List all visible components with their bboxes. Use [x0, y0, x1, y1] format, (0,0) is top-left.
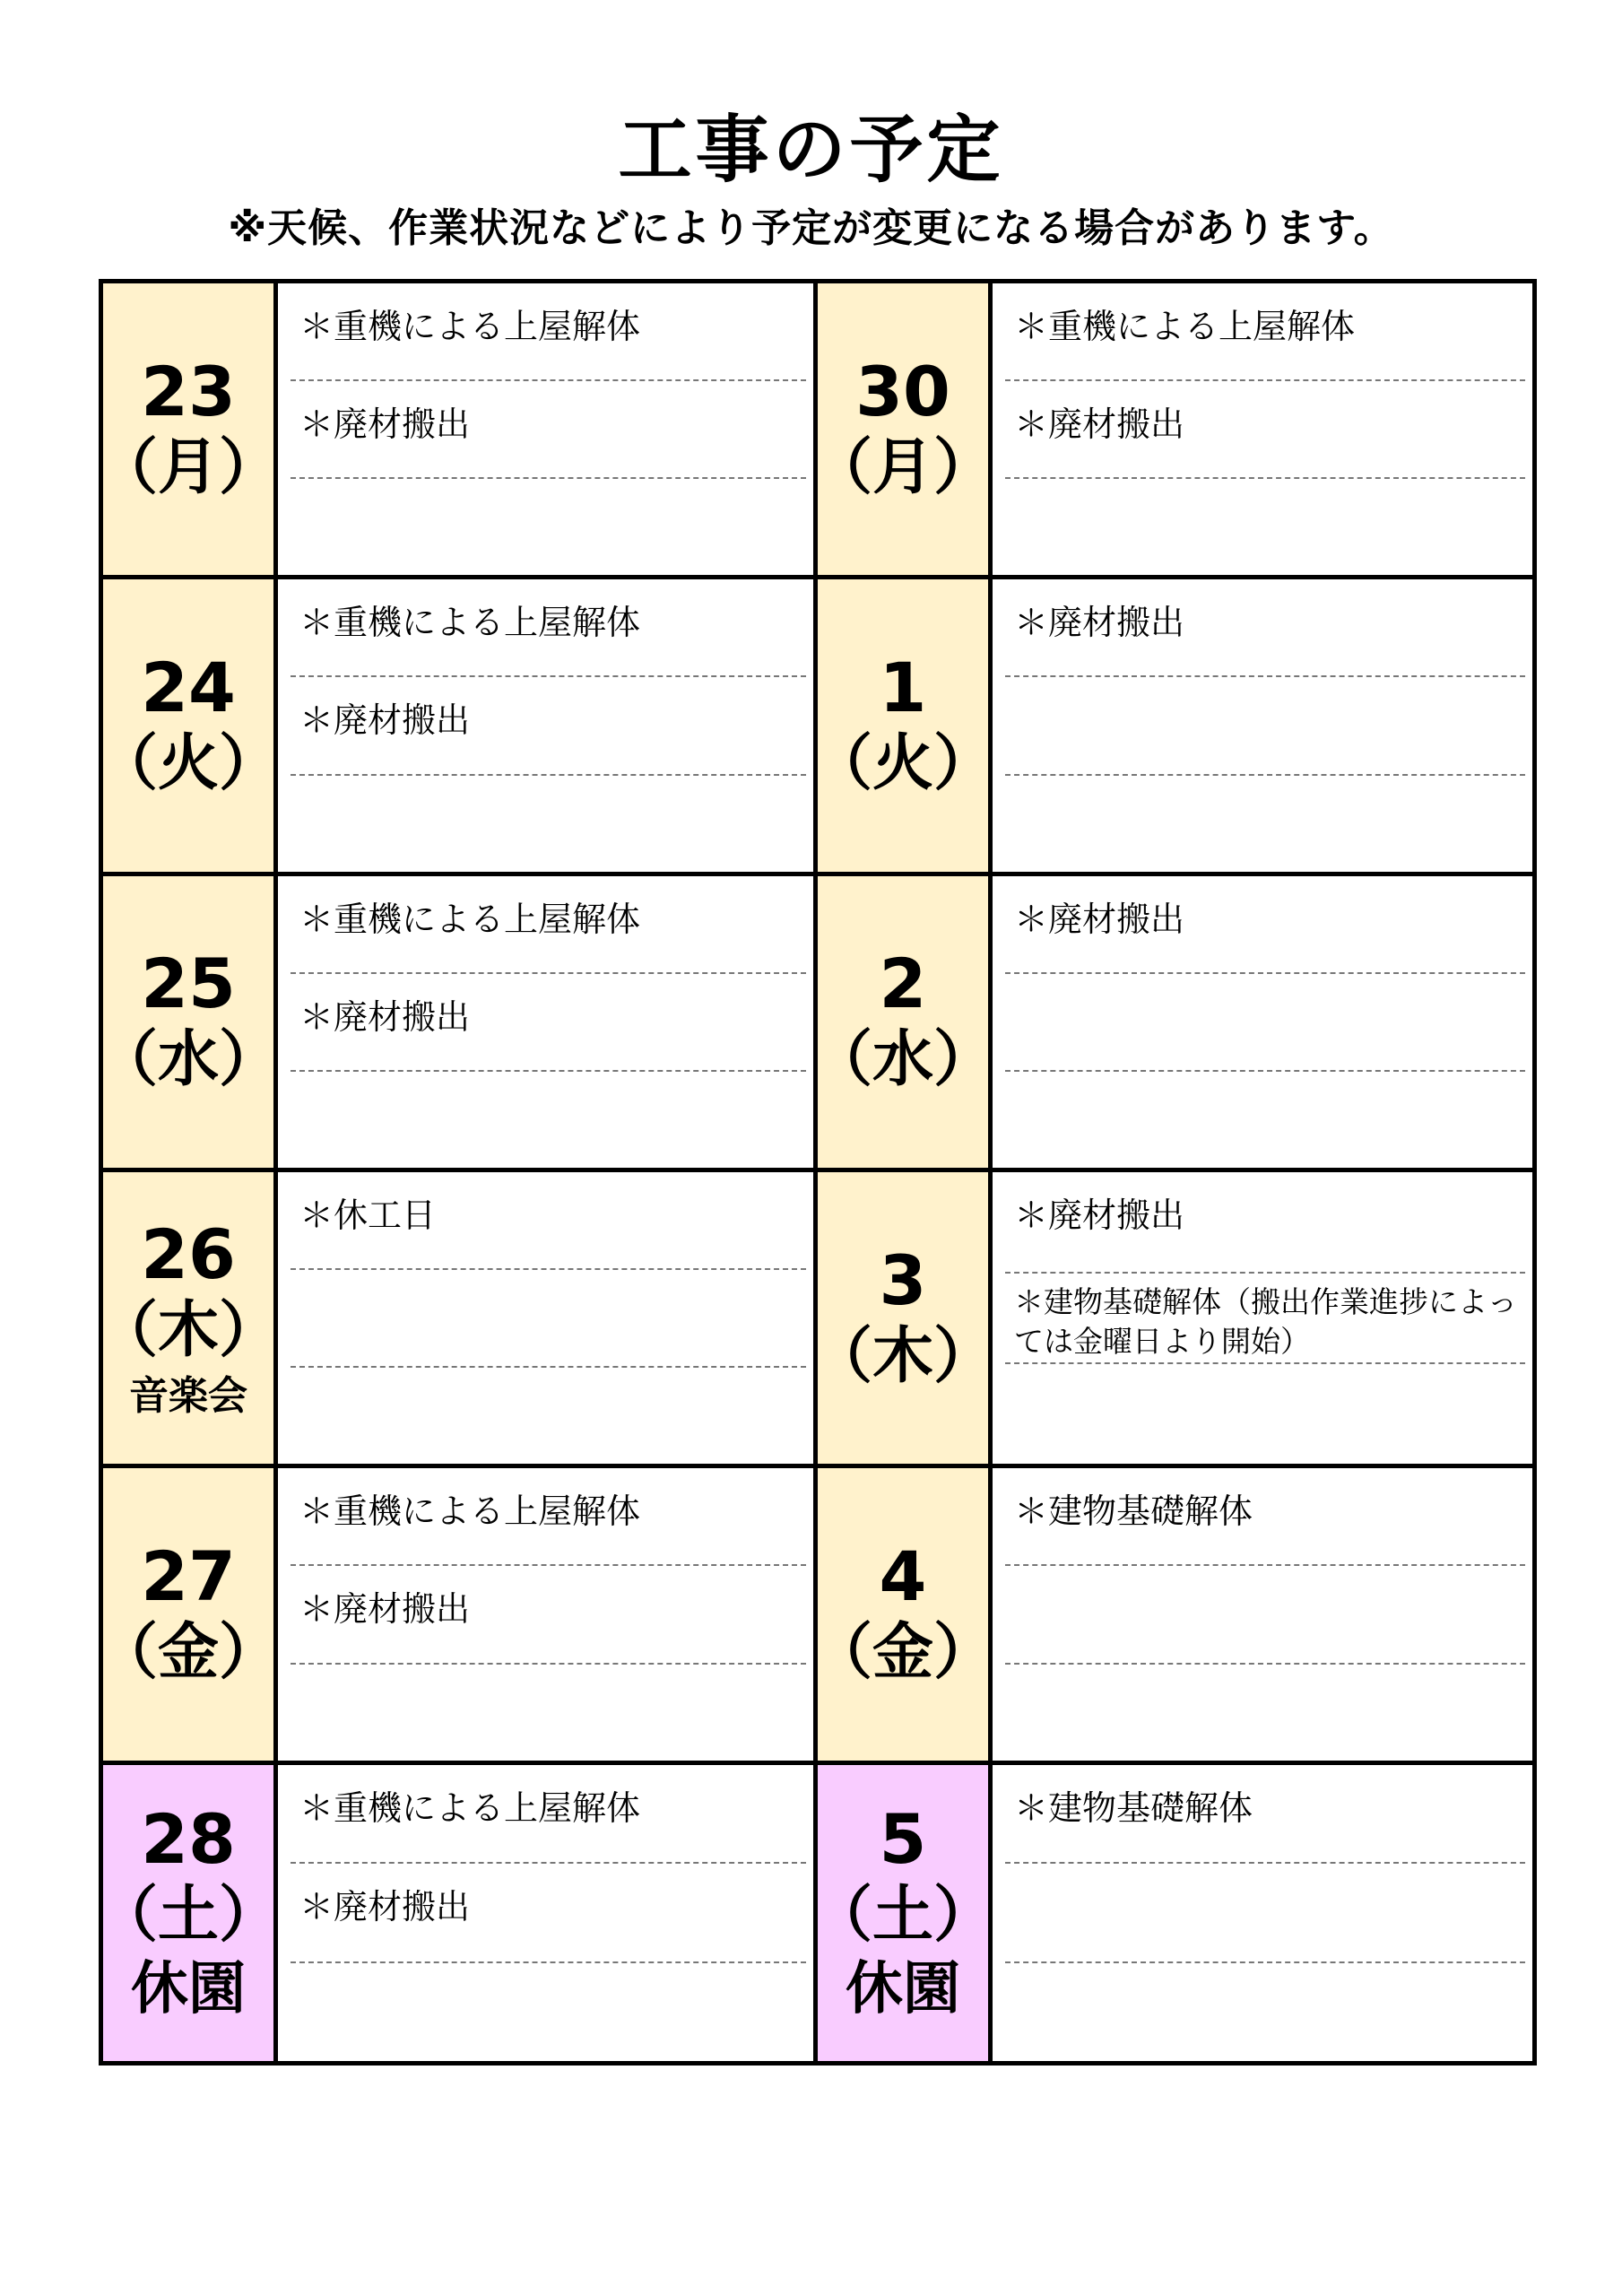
- day-number: 28: [141, 1798, 236, 1879]
- task-line: ＊休工日: [291, 1172, 806, 1270]
- weekday-label: （月）: [97, 431, 281, 503]
- date-box: [97, 1172, 281, 1464]
- weekday-label: （月）: [811, 431, 995, 503]
- weekday-label: （土）: [97, 1879, 281, 1951]
- day-note: 休園: [846, 1955, 960, 2022]
- day-number: 24: [141, 647, 236, 727]
- day-cell: [97, 1172, 818, 1468]
- task-line: [291, 776, 806, 872]
- day-number: 3: [879, 1239, 927, 1320]
- task-lines: [993, 1468, 1532, 1760]
- day-number: 26: [141, 1213, 236, 1294]
- date-box: [811, 1468, 995, 1760]
- day-cell: [97, 283, 818, 579]
- task-line: ＊重機による上屋解体: [291, 1765, 806, 1865]
- task-line: ＊重機による上屋解体: [291, 283, 806, 381]
- day-cell: [97, 579, 818, 875]
- weekday-label: （木）: [97, 1294, 281, 1366]
- task-line: ＊廃材搬出: [291, 974, 806, 1072]
- task-line: ＊重機による上屋解体: [291, 1468, 806, 1566]
- date-box: [811, 1765, 995, 2061]
- task-line: ＊廃材搬出: [1005, 579, 1525, 677]
- day-cell: [97, 1468, 818, 1764]
- weekday-label: （金）: [97, 1616, 281, 1688]
- task-line: ＊重機による上屋解体: [291, 579, 806, 677]
- task-line: ＊廃材搬出: [291, 1566, 806, 1664]
- weekday-label: （金）: [811, 1616, 995, 1688]
- weekday-label: （木）: [811, 1320, 995, 1392]
- weekday-label: （土）: [811, 1879, 995, 1951]
- weekday-label: （火）: [811, 727, 995, 799]
- weekday-label: （火）: [97, 727, 281, 799]
- task-line: ＊廃材搬出: [291, 381, 806, 479]
- day-number: 1: [879, 647, 927, 727]
- task-line: [291, 1665, 806, 1761]
- task-line: [1005, 776, 1525, 872]
- task-lines: [993, 1172, 1532, 1464]
- task-line: [1005, 1364, 1525, 1464]
- date-box: [811, 579, 995, 871]
- task-line: [291, 1368, 806, 1464]
- day-number: 30: [855, 351, 950, 431]
- date-box: [811, 283, 995, 575]
- date-box: [97, 579, 281, 871]
- date-box: [97, 876, 281, 1168]
- task-lines: [993, 1765, 1532, 2061]
- day-number: 27: [141, 1535, 236, 1616]
- task-line: [1005, 1963, 1525, 2061]
- day-note: 音楽会: [129, 1372, 247, 1419]
- task-line: ＊建物基礎解体: [1005, 1765, 1525, 1865]
- day-note: 休園: [131, 1955, 246, 2022]
- day-number: 23: [141, 351, 236, 431]
- day-cell: [811, 579, 1532, 875]
- date-box: [97, 1765, 281, 2061]
- task-line: ＊建物基礎解体: [1005, 1468, 1525, 1566]
- task-line: [291, 1270, 806, 1368]
- task-lines: [278, 1468, 813, 1760]
- task-line: [291, 1072, 806, 1168]
- weekday-label: （水）: [811, 1024, 995, 1096]
- day-cell: [811, 283, 1532, 579]
- day-number: 2: [879, 944, 927, 1024]
- task-line: [291, 1963, 806, 2061]
- task-line: [1005, 974, 1525, 1072]
- task-lines: [278, 283, 813, 575]
- task-line: [1005, 1665, 1525, 1761]
- day-cell: [811, 876, 1532, 1172]
- task-line: [291, 479, 806, 575]
- task-line: ＊廃材搬出: [1005, 876, 1525, 974]
- day-number: 5: [879, 1798, 927, 1879]
- day-number: 25: [141, 944, 236, 1024]
- page-title: 工事の予定: [618, 108, 1004, 193]
- weekday-label: （水）: [97, 1024, 281, 1096]
- task-line: [1005, 677, 1525, 775]
- task-line: ＊廃材搬出: [1005, 381, 1525, 479]
- day-cell: [811, 1468, 1532, 1764]
- task-lines: [278, 876, 813, 1168]
- task-line: ＊重機による上屋解体: [1005, 283, 1525, 381]
- task-line: ＊廃材搬出: [291, 1864, 806, 1963]
- task-lines: [278, 1172, 813, 1464]
- date-box: [811, 1172, 995, 1464]
- task-line: ＊廃材搬出: [291, 677, 806, 775]
- date-box: [97, 1468, 281, 1760]
- day-number: 4: [879, 1535, 927, 1616]
- day-cell: [97, 876, 818, 1172]
- day-cell: [97, 1765, 818, 2061]
- date-box: [97, 283, 281, 575]
- day-cell: [811, 1172, 1532, 1468]
- task-lines: [993, 579, 1532, 871]
- task-line: [1005, 1072, 1525, 1168]
- task-line: [1005, 1864, 1525, 1963]
- day-cell: [811, 1765, 1532, 2061]
- date-box: [811, 876, 995, 1168]
- task-lines: [278, 1765, 813, 2061]
- task-lines: [993, 876, 1532, 1168]
- schedule-table: [99, 279, 1537, 2066]
- task-lines: [993, 283, 1532, 575]
- notice-subtitle: ※天候、作業状況などにより予定が変更になる場合があります。: [228, 205, 1394, 251]
- task-lines: [278, 579, 813, 871]
- task-line: ＊廃材搬出: [1005, 1172, 1525, 1274]
- task-line: ＊建物基礎解体（搬出作業進捗によっては金曜日より開始）: [1005, 1274, 1525, 1364]
- task-line: [1005, 1566, 1525, 1664]
- task-line: [1005, 479, 1525, 575]
- task-line: ＊重機による上屋解体: [291, 876, 806, 974]
